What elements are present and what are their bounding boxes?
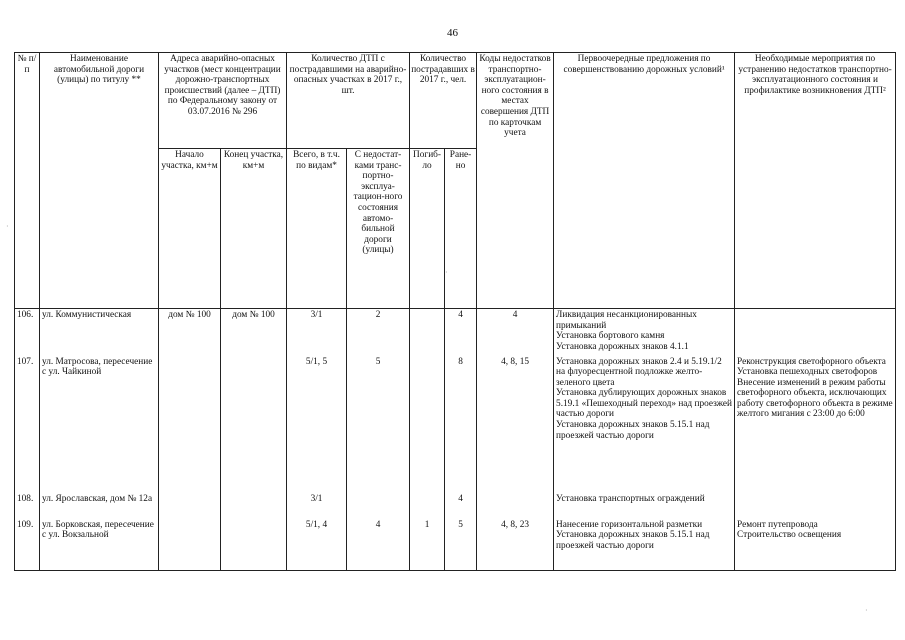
row-start	[159, 519, 221, 571]
header-measures: Необходимые мероприятия по устранению недостатков транспортно-эксплуатационного состояния и профилактике возникновения ДТП²	[735, 53, 896, 309]
measure-item: Строительство освещения	[737, 530, 842, 541]
row-end	[221, 519, 287, 571]
row-killed	[410, 309, 445, 356]
header-addresses: Адреса аварийно-опасных участков (мест концентрации дорожно-транспортных происшествий (далее – ДТП) по Федеральному закону от 03.07.2016 № 296	[159, 53, 287, 149]
row-end: дом № 100	[221, 309, 287, 356]
row-measures	[735, 309, 896, 356]
row-defects: 5	[347, 356, 410, 493]
row-road: ул. Коммунистическая	[40, 309, 159, 356]
row-injured: 4	[445, 309, 477, 356]
row-num: 108.	[15, 493, 40, 519]
header-codes: Коды недостатков транспортно-эксплуатацион-ного состояния в местах совершения ДТП по карточкам учета	[477, 53, 554, 309]
row-total: 5/1, 4	[287, 519, 347, 571]
table-row	[15, 519, 896, 571]
row-proposals	[554, 309, 735, 356]
measure-item: Ремонт путепровода	[737, 519, 818, 530]
header-start: Начало участка, км+м	[159, 149, 221, 309]
row-codes: 4, 8, 23	[477, 519, 554, 571]
row-measures	[735, 493, 896, 519]
row-start	[159, 493, 221, 519]
row-defects	[347, 493, 410, 519]
row-killed: 1	[410, 519, 445, 571]
row-codes	[477, 493, 554, 519]
row-measures	[735, 519, 896, 571]
row-num: 107.	[15, 356, 40, 493]
table-row	[15, 309, 896, 356]
row-end	[221, 356, 287, 493]
row-proposals	[554, 519, 735, 571]
row-num: 106.	[15, 309, 40, 356]
proposal-item: Установка дорожных знаков 2.4 и 5.19.1/2 на флуоресцентной подложке желто-зеленого цвета	[556, 356, 722, 388]
row-codes: 4, 8, 15	[477, 356, 554, 493]
row-road: ул. Борковская, пересечение с ул. Вокзальной	[40, 519, 159, 571]
row-proposals	[554, 493, 735, 519]
header-total: Всего, в т.ч. по видам*	[287, 149, 347, 309]
scan-dot: ·	[6, 222, 9, 231]
row-injured: 8	[445, 356, 477, 493]
row-start: дом № 100	[159, 309, 221, 356]
row-road: ул. Ярославская, дом № 12а	[40, 493, 159, 519]
header-victims: Количество пострадавших в 2017 г., чел.	[410, 53, 477, 149]
proposal-item: Установка дорожных знаков 5.15.1 над проезжей частью дороги	[556, 420, 710, 441]
header-with-defects: С недостат-ками транс-портно-эксплуа-тацион-ного состояния автомо-бильной дороги (улицы)	[347, 149, 410, 309]
header-end: Конец участка, км+м	[221, 149, 287, 309]
row-road: ул. Матросова, пересечение с ул. Чайкиной	[40, 356, 159, 493]
row-defects: 4	[347, 519, 410, 571]
proposal-item: Установка дорожных знаков 5.15.1 над проезжей частью дороги	[556, 530, 710, 551]
proposal-item: Установка бортового камня	[556, 331, 665, 342]
proposal-item: Ликвидация несанкционированных примыканий	[556, 310, 697, 331]
header-road-name: Наименование автомобильной дороги (улицы) по титулу **	[40, 53, 159, 309]
page-number: 46	[447, 27, 458, 39]
proposal-item: Установка транспортных ограждений	[556, 493, 705, 504]
row-end	[221, 493, 287, 519]
scan-dot: ·	[445, 268, 448, 277]
table-row	[15, 493, 896, 519]
row-num: 109.	[15, 519, 40, 571]
proposal-item: Нанесение горизонтальной разметки	[556, 519, 703, 530]
measure-item: Внесение изменений в режим работы светофорного объекта, исключающих работу светофорного объекта в режиме желтого мигания с 23:00 до 6:00	[737, 377, 893, 420]
row-codes: 4	[477, 309, 554, 356]
proposal-item: Установка дорожных знаков 4.1.1	[556, 341, 689, 352]
measure-item: Установка пешеходных светофоров	[737, 367, 878, 378]
proposal-item: Установка дублирующих дорожных знаков 5.19.1 «Пешеходный переход» над проезжей частью дороги	[556, 388, 733, 420]
measure-item: Реконструкция светофорного объекта	[737, 356, 886, 367]
row-defects: 2	[347, 309, 410, 356]
header-injured: Ране-но	[445, 149, 477, 309]
row-total: 3/1	[287, 309, 347, 356]
table-row	[15, 356, 896, 493]
row-measures	[735, 356, 896, 493]
header-killed: Погиб-ло	[410, 149, 445, 309]
row-injured: 4	[445, 493, 477, 519]
header-num: № п/п	[15, 53, 40, 309]
row-killed	[410, 493, 445, 519]
row-killed	[410, 356, 445, 493]
header-proposals: Первоочередные предложения по совершенствованию дорожных условий¹	[554, 53, 735, 309]
row-injured: 5	[445, 519, 477, 571]
row-proposals	[554, 356, 735, 493]
row-start	[159, 356, 221, 493]
header-dtp-count: Количество ДТП с пострадавшими на аварийно-опасных участках в 2017 г., шт.	[287, 53, 410, 149]
row-total: 3/1	[287, 493, 347, 519]
scan-dot: ·	[865, 606, 868, 615]
accident-sites-table	[14, 52, 896, 571]
row-total: 5/1, 5	[287, 356, 347, 493]
